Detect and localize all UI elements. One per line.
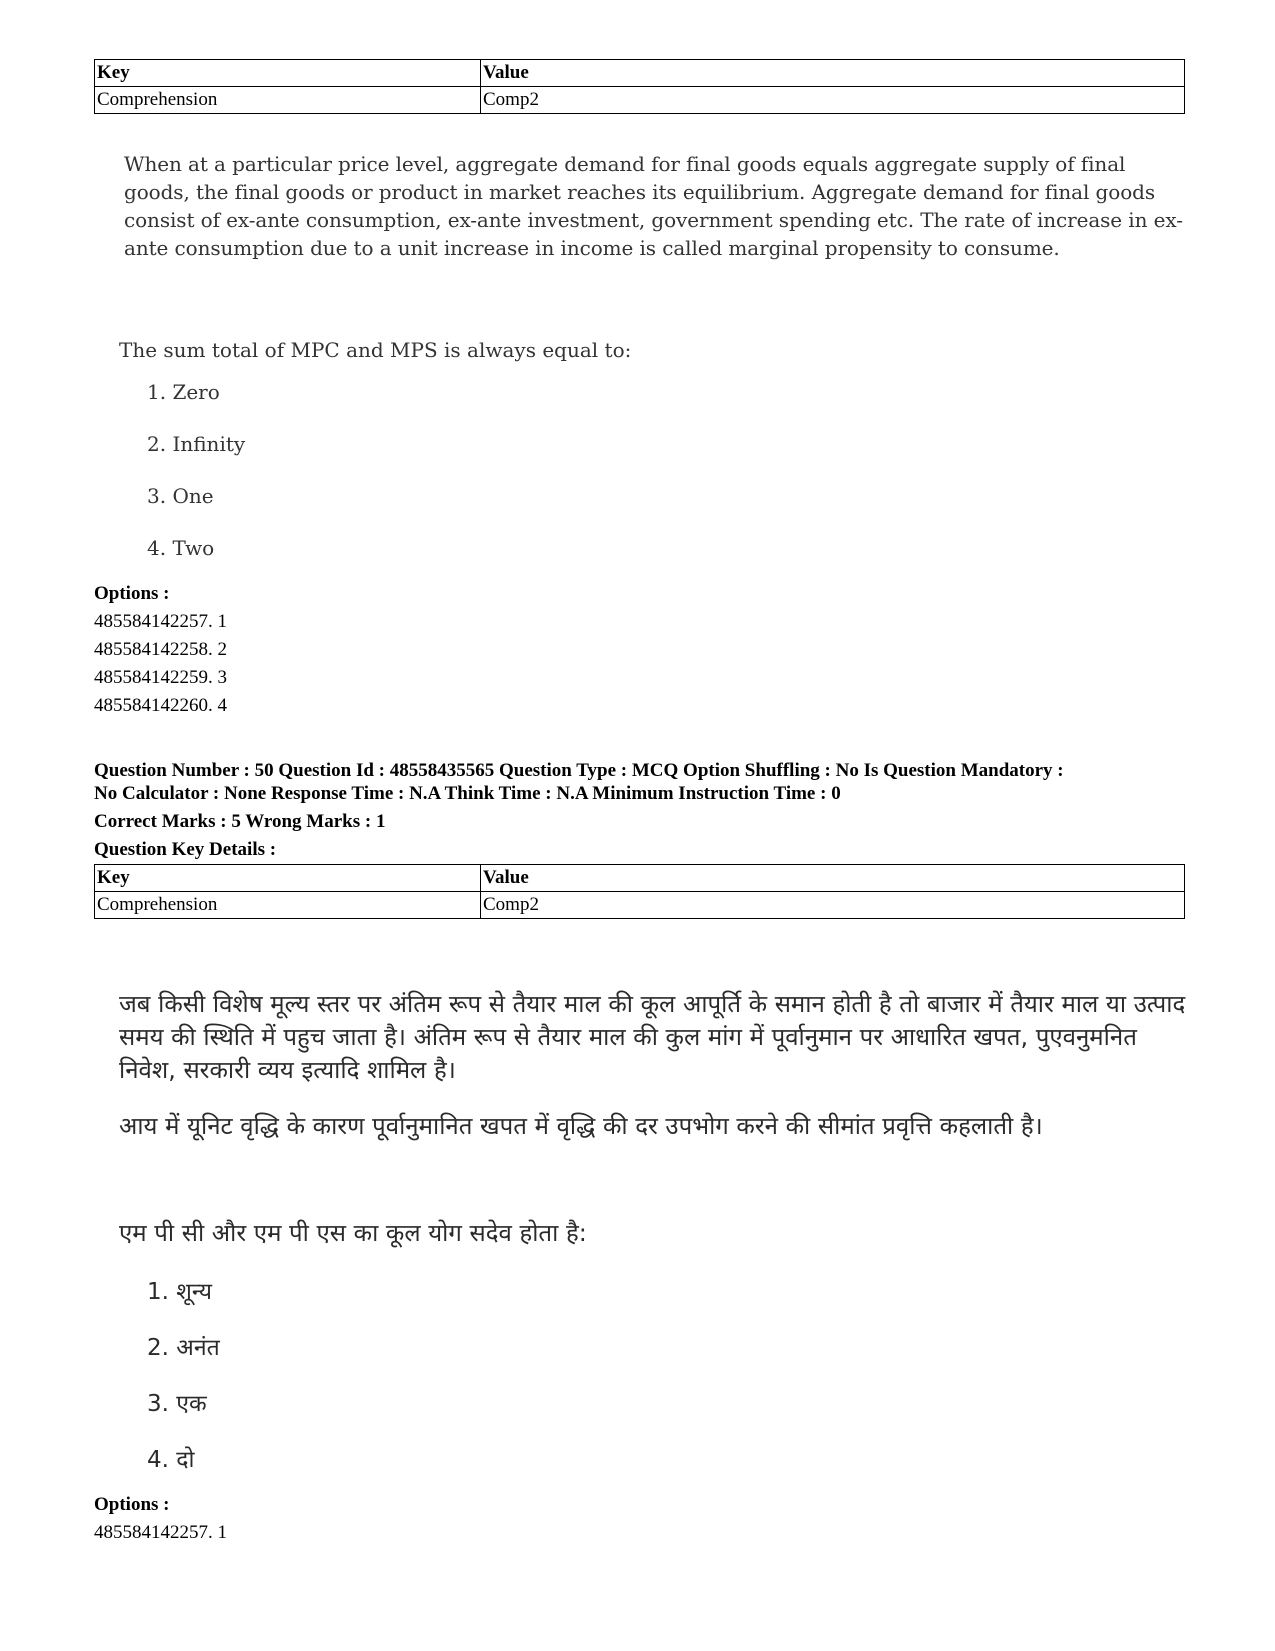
hindi-option-2: 2. अनंत <box>147 1335 220 1361</box>
hindi-option-3: 3. एक <box>147 1391 207 1417</box>
option-id-line: 485584142257. 1 <box>94 1522 227 1543</box>
option-id-line: 485584142259. 3 <box>94 667 227 688</box>
option-id-line: 485584142260. 4 <box>94 695 227 716</box>
option-id-line: 485584142257. 1 <box>94 611 227 632</box>
english-option-4: 4. Two <box>147 536 215 560</box>
hindi-option-1: 1. शून्य <box>147 1279 213 1305</box>
hindi-option-4: 4. दो <box>147 1447 195 1473</box>
key-header: Key <box>95 865 481 892</box>
value-header: Value <box>481 865 1185 892</box>
table-row <box>95 87 1185 114</box>
table-row <box>95 892 1185 919</box>
english-option-3: 3. One <box>147 484 214 508</box>
table-header-row <box>95 60 1185 87</box>
question-meta-line-1: Question Number : 50 Question Id : 48558435565 Question Type : MCQ Option Shuffling : No Is Question Mandatory : <box>94 760 1064 781</box>
key-value-table-2 <box>94 864 1185 919</box>
value-cell: Comp2 <box>481 892 1185 919</box>
key-cell: Comprehension <box>95 87 481 114</box>
table-header-row <box>95 865 1185 892</box>
question-key-details-label: Question Key Details : <box>94 839 277 860</box>
value-header: Value <box>481 60 1185 87</box>
hindi-question: एम पी सी और एम पी एस का कूल योग सदेव होता है: <box>119 1219 587 1247</box>
english-option-2: 2. Infinity <box>147 432 246 456</box>
key-value-table-1 <box>94 59 1185 114</box>
key-cell: Comprehension <box>95 892 481 919</box>
english-question: The sum total of MPC and MPS is always equal to: <box>119 338 632 362</box>
options-label: Options : <box>94 1494 170 1515</box>
option-id-line: 485584142258. 2 <box>94 639 227 660</box>
english-option-1: 1. Zero <box>147 380 220 404</box>
key-header: Key <box>95 60 481 87</box>
question-meta-line-2: No Calculator : None Response Time : N.A Think Time : N.A Minimum Instruction Time : 0 <box>94 783 841 804</box>
hindi-passage: जब किसी विशेष मूल्य स्तर पर अंतिम रूप से तैयार माल की कूल आपूर्ति के समान होती है तो बाजार में तैयार माल या उत्पाद समय की स्थिति में पहुच जाता है। अंतिम रूप से तैयार माल की कुल मांग में पूर्वानुमान पर आधारित खपत, पुएवनुमनित निवेश, सरकारी व्यय इत्यादि शामिल है। <box>119 990 1186 1084</box>
options-label: Options : <box>94 583 170 604</box>
value-cell: Comp2 <box>481 87 1185 114</box>
english-passage: When at a particular price level, aggregate demand for final goods equals aggregate supply of final goods, the final goods or product in market reaches its equilibrium. Aggregate demand for final goods consist of ex-ante consumption, ex-ante investment, government spending etc. The rate of increase in ex-ante consumption due to a unit increase in income is called marginal propensity to consume. <box>124 152 1183 260</box>
question-marks: Correct Marks : 5 Wrong Marks : 1 <box>94 811 386 832</box>
hindi-passage-2: आय में यूनिट वृद्धि के कारण पूर्वानुमानित खपत में वृद्धि की दर उपभोग करने की सीमांत प्रवृत्ति कहलाती है। <box>119 1112 1043 1140</box>
